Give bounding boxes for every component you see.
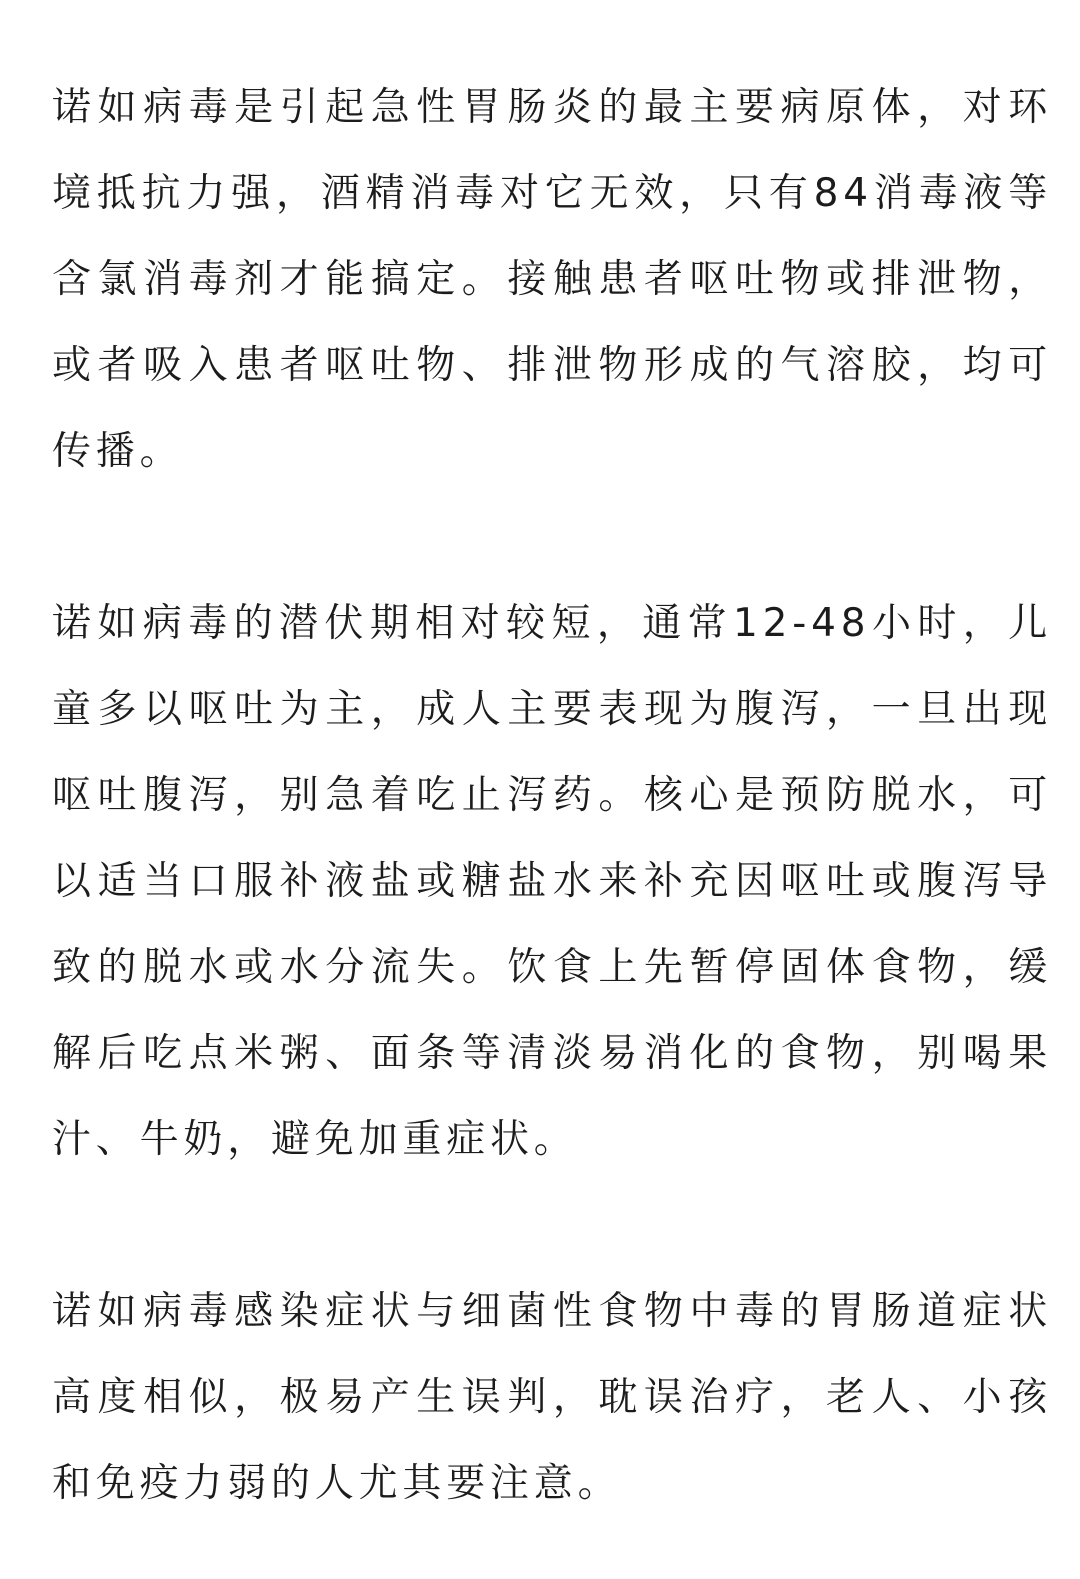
paragraph-symptoms-treatment: 诺如病毒的潜伏期相对较短，通常12-48小时，儿童多以呕吐为主，成人主要表现为腹泻，一旦出现呕吐腹泻，别急着吃止泻药。核心是预防脱水，可以适当口服补液盐或糖盐水来补充因呕吐或腹泻导致的脱水或水分流失。饮食上先暂停固体食物，缓解后吃点米粥、面条等清淡易消化的食物，别喝果汁、牛奶，避免加重症状。 bbox=[52, 601, 1052, 1162]
paragraph-transmission: 诺如病毒是引起急性胃肠炎的最主要病原体，对环境抵抗力强，酒精消毒对它无效，只有84消毒液等含氯消毒剂才能搞定。接触患者呕吐物或排泄物，或者吸入患者呕吐物、排泄物形成的气溶胶，均可传播。 bbox=[52, 85, 1052, 474]
paragraph-warning: 诺如病毒感染症状与细菌性食物中毒的胃肠道症状高度相似，极易产生误判，耽误治疗，老人、小孩和免疫力弱的人尤其要注意。 bbox=[52, 1289, 1052, 1506]
article-body bbox=[52, 65, 1052, 1527]
